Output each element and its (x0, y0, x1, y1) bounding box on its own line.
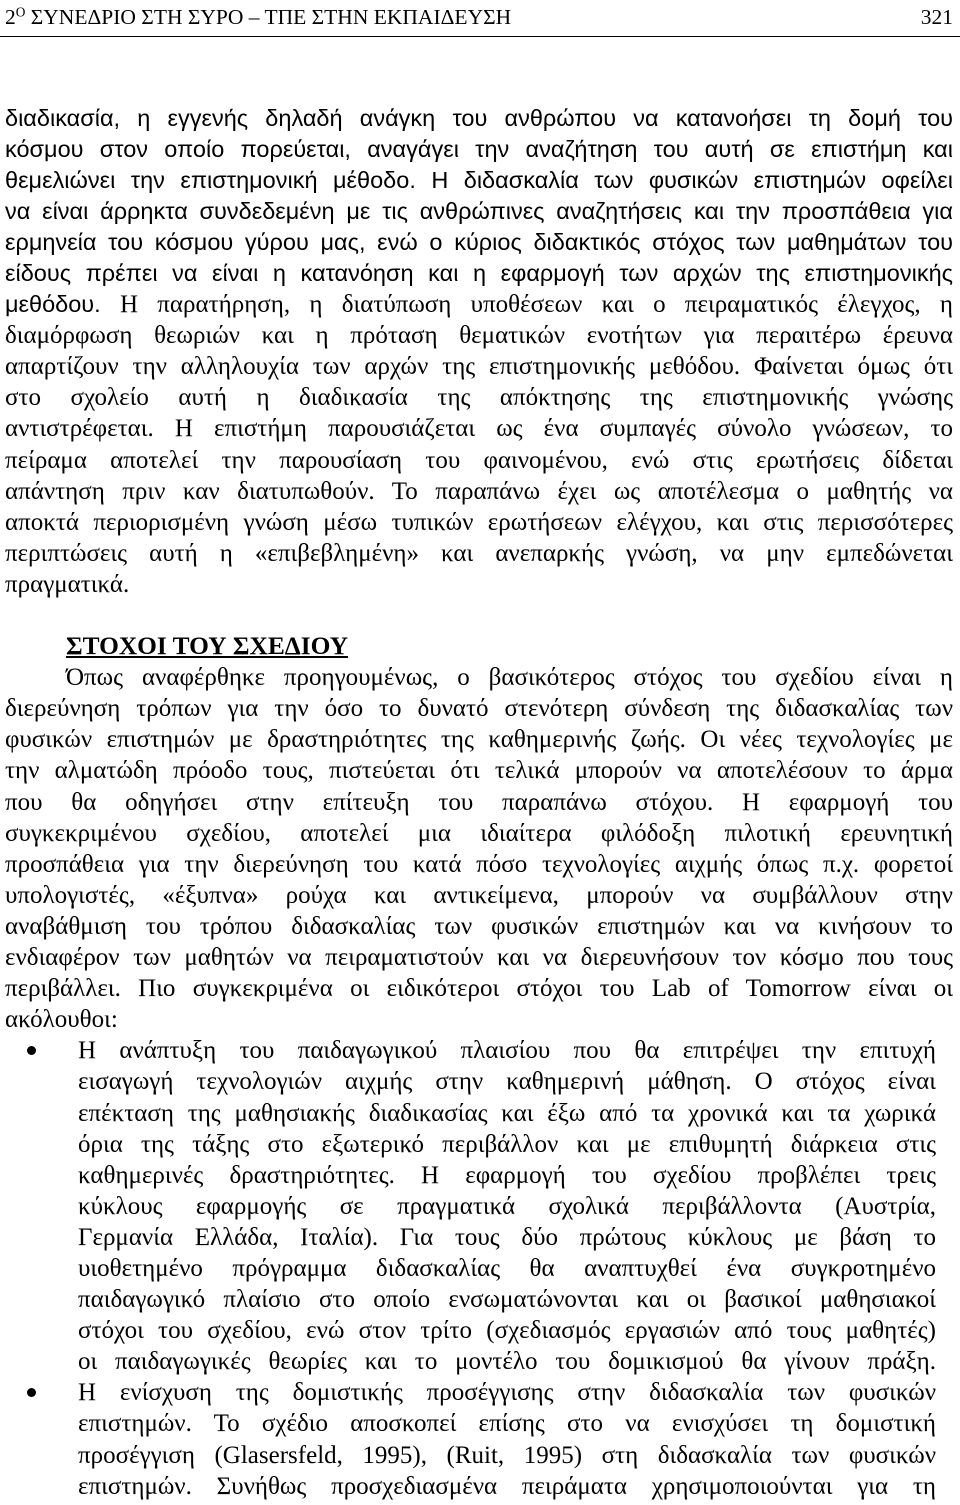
intro-paragraph (5, 103, 953, 601)
objective-line: παιδαγωγικό πλαίσιο στο οποίο ενσωματώνονται και οι βασικοί μαθησιακοί (78, 1286, 936, 1314)
intro-line: πραγματικά. (5, 570, 130, 598)
section-line: υπολογιστές, «έξυπνα» ρούχα και αντικείμενα, μπορούν να συμβάλλουν στην (5, 881, 953, 909)
objective-line: επέκταση της μαθησιακής διαδικασίας και έξω από τα χρονικά και τα χωρικά (78, 1099, 936, 1127)
intro-line: απαρτίζουν την αλληλουχία των αρχών της επιστημονικής μεθόδου. Φαίνεται όμως ότι (5, 353, 953, 381)
section-line: την αλματώδη πρόοδο τους, πιστεύεται ότι τελικά μπορούν να αποτελέσουν το άρμα (5, 757, 953, 785)
objective-item (78, 1377, 936, 1501)
section-line: ενδιαφέρον των μαθητών να πειραματιστούν και να διερευνήσουν τον κόσμο που τους (5, 944, 953, 972)
objective-line: Γερμανία Ελλάδα, Ιταλία). Για τους δύο πρώτους κύκλους με βάση το (78, 1223, 936, 1251)
header-rule (0, 36, 960, 37)
page-number: 321 (920, 5, 953, 29)
intro-line: απάντηση πριν καν διατυπωθούν. Το παραπάνω έχει ως αποτέλεσμα ο μαθητής να (5, 477, 953, 505)
section-line: αναβάθμιση του τρόπου διδασκαλίας των φυσικών επιστημών και να κινήσουν το (5, 912, 953, 940)
edition-suffix: Ο (15, 4, 26, 20)
objective-line: επιστημών. Συνήθως προσχεδιασμένα πειράματα χρησιμοποιούνται για τη (78, 1472, 936, 1500)
section-line: διερεύνηση τρόπων για την όσο το δυνατό στενότερη σύνδεση της διδασκαλίας των (5, 695, 953, 723)
section-line: που θα οδηγήσει στην επίτευξη του παραπάνω στόχου. Η εφαρμογή του (5, 788, 953, 816)
intro-line: κόσμου στον οποίο πορεύεται, αναγάγει την αναζήτηση του αυτή σε επιστήμη και (5, 135, 953, 162)
intro-line: ερμηνεία του κόσμου γύρου μας, ενώ ο κύριος διδακτικός στόχος των μαθημάτων του (5, 228, 953, 255)
intro-line: στο σχολείο αυτή η διαδικασία της απόκτησης της επιστημονικής γνώσης (5, 384, 953, 412)
section-paragraph (5, 662, 953, 1035)
section-line: προσπάθεια για την διερεύνηση του κατά πόσο τεχνολογίες αιχμής όπως π.χ. φορετοί (5, 850, 953, 878)
bullet-icon (27, 1388, 36, 1397)
intro-line-segment: μεθόδου. (5, 291, 101, 318)
objective-line: στόχοι του σχεδίου, ενώ στον τρίτο (σχεδιασμός εργασιών από τους μαθητές) (78, 1317, 936, 1345)
intro-line: θεμελιώνει την επιστημονική μέθοδο. Η διδασκαλία των φυσικών επιστημών οφείλει (5, 166, 953, 193)
section-heading-text: ΣΤΟΧΟΙ ΤΟΥ ΣΧΕΔΙΟΥ (66, 632, 349, 661)
page-body (5, 103, 953, 1502)
section-line: Όπως αναφέρθηκε προηγουμένως, ο βασικότερος στόχος του σχεδίου είναι η (66, 664, 953, 692)
objective-line: όρια της τάξης στο εξωτερικό περιβάλλον και με επιθυμητή διάρκεια στις (78, 1130, 936, 1158)
objective-item (78, 1035, 936, 1377)
bullet-icon (27, 1046, 36, 1055)
objective-line: υιοθετημένο πρόγραμμα διδασκαλίας θα αναπτυχθεί ένα συγκροτημένο (78, 1254, 936, 1282)
objective-line: προσέγγιση (Glasersfeld, 1995), (Ruit, 1995) στη διδασκαλία των φυσικών (78, 1441, 936, 1469)
section-line: συγκεκριμένου σχεδίου, αποτελεί μια ιδιαίτερα φιλόδοξη πιλοτική ερευνητική (5, 819, 953, 847)
intro-line: αντιστρέφεται. Η επιστήμη παρουσιάζεται ως ένα συμπαγές σύνολο γνώσεων, το (5, 415, 953, 443)
section-line: ακόλουθοι: (5, 1006, 118, 1034)
intro-line-segment: Η παρατήρηση, η διατύπωση υποθέσεων και ο πειραματικός έλεγχος, η (119, 291, 953, 319)
edition-number: 2 (5, 5, 16, 29)
intro-line: πείραμα αποτελεί την παρουσίαση του φαινομένου, ενώ στις ερωτήσεις δίδεται (5, 446, 953, 474)
section-line: περιβάλλει. Πιο συγκεκριμένα οι ειδικότεροι στόχοι του Lab of Tomorrow είναι οι (5, 975, 953, 1003)
intro-line (5, 289, 953, 320)
section-heading (5, 631, 953, 662)
conference-title: ΣΥΝΕΔΡΙΟ ΣΤΗ ΣΥΡΟ – ΤΠΕ ΣΤΗΝ ΕΚΠΑΙΔΕΥΣΗ (30, 5, 512, 29)
spacer (5, 600, 953, 631)
objective-line: οι παιδαγωγικές θεωρίες και το μοντέλο του δομικισμού θα γίνουν πράξη. (78, 1348, 936, 1376)
intro-line: είδους πρέπει να είναι η κατανόηση και η εφαρμογή των αρχών της επιστημονικής (5, 259, 953, 286)
intro-line: διαμόρφωση θεωριών και η πρόταση θεματικών ενοτήτων για περαιτέρω έρευνα (5, 322, 953, 350)
section-line: φυσικών επιστημών με δραστηριότητες της καθημερινής ζωής. Οι νέες τεχνολογίες με (5, 726, 953, 754)
intro-line: να είναι άρρηκτα συνδεδεμένη με τις ανθρώπινες αναζητήσεις και την προσπάθεια για (5, 197, 953, 224)
objectives-list (78, 1035, 936, 1501)
objective-line: εισαγωγή τεχνολογιών αιχμής στην καθημερινή μάθηση. Ο στόχος είναι (78, 1068, 936, 1096)
objective-line: καθημερινές δραστηριότητες. Η εφαρμογή του σχεδίου προβλέπει τρεις (78, 1161, 936, 1189)
intro-line: διαδικασία, η εγγενής δηλαδή ανάγκη του ανθρώπου να κατανοήσει τη δομή του (5, 104, 953, 131)
objective-line: Η ανάπτυξη του παιδαγωγικού πλαισίου που θα επιτρέψει την επιτυχή (78, 1037, 936, 1065)
intro-line: αποκτά περιορισμένη γνώση μέσω τυπικών ερωτήσεων ελέγχου, και στις περισσότερες (5, 508, 953, 536)
intro-line: περιπτώσεις αυτή η «επιβεβλημένη» και ανεπαρκής γνώση, να μην εμπεδώνεται (5, 539, 953, 567)
objective-line: κύκλους εφαρμογής σε πραγματικά σχολικά περιβάλλοντα (Αυστρία, (78, 1192, 936, 1220)
page-header (5, 4, 953, 30)
objective-line: επιστημών. Το σχέδιο αποσκοπεί επίσης στο να ενισχύσει τη δομιστική (78, 1410, 936, 1438)
objective-line: Η ενίσχυση της δομιστικής προσέγγισης στην διδασκαλία των φυσικών (78, 1379, 936, 1407)
running-title (5, 4, 511, 30)
